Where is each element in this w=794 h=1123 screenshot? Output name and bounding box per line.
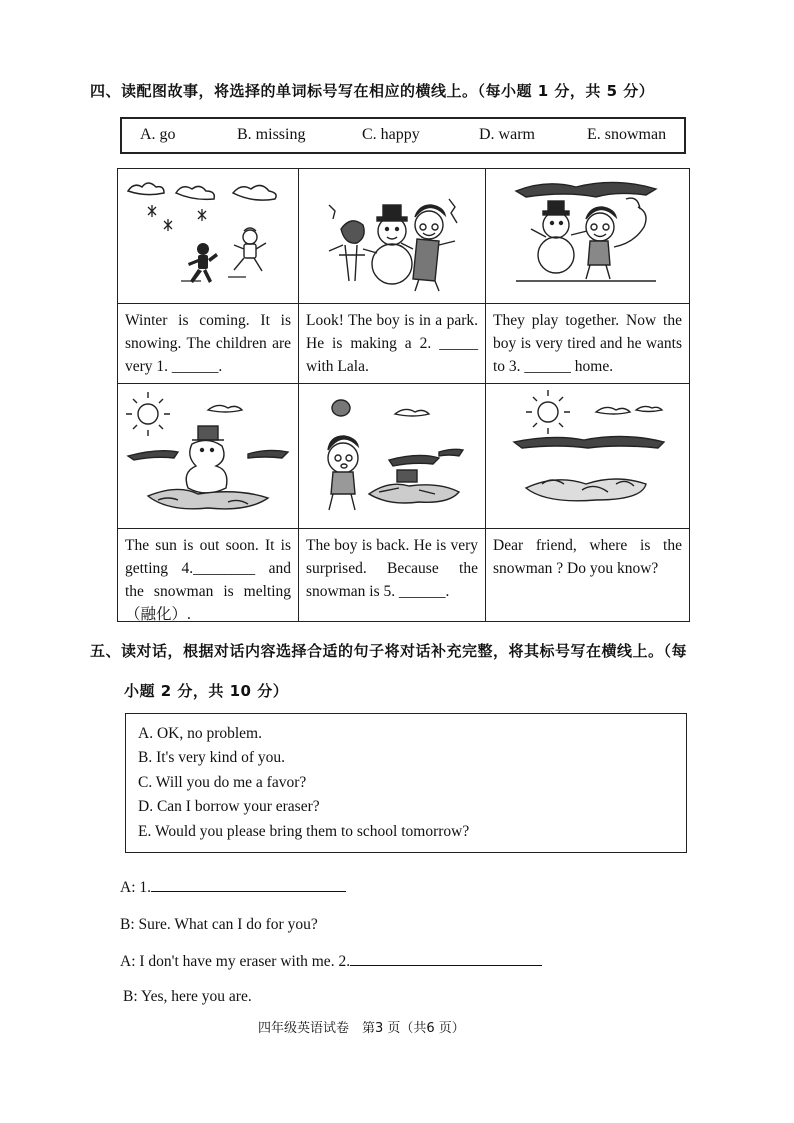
option-b: B. missing — [237, 126, 306, 143]
panel-6-text: Dear friend, where is the snowman ? Do you know? — [493, 537, 682, 577]
dialog-line-2: B: Sure. What can I do for you? — [120, 916, 318, 933]
panel-5-image — [299, 384, 486, 529]
playing-together-illustration — [486, 169, 689, 303]
dialog-line-3 — [120, 953, 542, 971]
section-5-title-line1: 五、读对话，根据对话内容选择合适的句子将对话补充完整，将其标号写在横线上。（每 — [90, 642, 688, 660]
melting-snowman-illustration — [118, 384, 298, 528]
boy-surprised-illustration — [299, 384, 485, 528]
panel-2-image — [299, 169, 486, 304]
panel-3-image — [486, 169, 690, 304]
answer-blank-2[interactable] — [350, 965, 542, 966]
panel-5-text-cell — [299, 529, 486, 622]
sentence-option-e: E. Would you please bring them to school tomorrow? — [138, 822, 470, 840]
snowman-gone-illustration — [486, 384, 689, 528]
panel-1-text: Winter is coming. It is snowing. The children are very 1. ______. — [125, 312, 291, 375]
snowing-children-illustration — [118, 169, 298, 303]
panel-6-image — [486, 384, 690, 529]
panel-4-image — [118, 384, 299, 529]
sentence-options-box — [125, 713, 687, 853]
section-4-title: 四、读配图故事，将选择的单词标号写在相应的横线上。（每小题 1 分，共 5 分） — [90, 82, 655, 100]
sentence-option-c: C. Will you do me a favor? — [138, 773, 307, 791]
option-e: E. snowman — [587, 126, 667, 143]
story-table — [117, 168, 690, 622]
option-a: A. go — [140, 126, 176, 143]
panel-6-text-cell — [486, 529, 690, 622]
section-5-title-line2: 小题 2 分，共 10 分） — [124, 682, 289, 700]
panel-1-image — [118, 169, 299, 304]
panel-2-text-cell — [299, 304, 486, 384]
dialog-line-4: B: Yes, here you are. — [123, 988, 252, 1005]
panel-2-text: Look! The boy is in a park. He is making a 2. _____ with Lala. — [306, 312, 478, 375]
dialog-line-1-text: A: 1. — [120, 879, 151, 896]
boy-making-snowman-illustration — [299, 169, 485, 303]
option-d: D. warm — [479, 126, 535, 143]
sentence-option-a: A. OK, no problem. — [138, 725, 262, 742]
word-options-box — [120, 117, 686, 154]
dialog-line-1 — [120, 879, 346, 897]
sentence-option-b: B. It's very kind of you. — [138, 749, 286, 767]
answer-blank-1[interactable] — [151, 891, 346, 892]
dialog-line-3-text: A: I don't have my eraser with me. 2. — [120, 953, 351, 970]
page-footer: 四年级英语试卷 第3 页（共6 页） — [258, 1021, 465, 1036]
panel-5-text: The boy is back. He is very surprised. Because the snowman is 5. ______. — [306, 537, 478, 600]
panel-4-text: The sun is out soon. It is getting 4.________ and the snowman is melting（融化）. — [125, 537, 291, 623]
panel-3-text: They play together. Now the boy is very tired and he wants to 3. ______ home. — [493, 312, 682, 375]
panel-4-text-cell — [118, 529, 299, 622]
panel-3-text-cell — [486, 304, 690, 384]
panel-1-text-cell — [118, 304, 299, 384]
option-c: C. happy — [362, 126, 420, 143]
sentence-option-d: D. Can I borrow your eraser? — [138, 798, 320, 816]
